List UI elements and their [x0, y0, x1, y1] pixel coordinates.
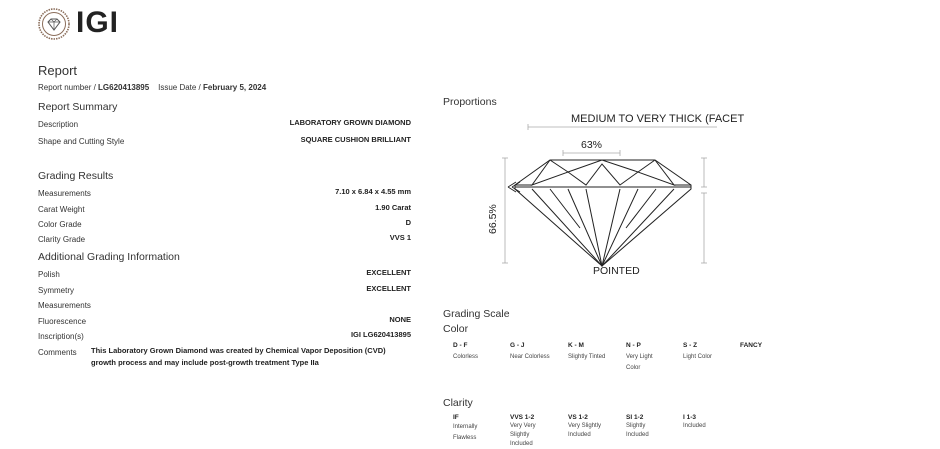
additional-label: Measurements [38, 301, 91, 310]
grading-label: Clarity Grade [38, 235, 86, 244]
grading-label: Carat Weight [38, 205, 85, 214]
grading-value: 1.90 Carat [375, 203, 411, 212]
proportions-title: Proportions [443, 96, 497, 108]
color-grade-desc: Colorless [453, 354, 479, 360]
depth-percent: 66.5% [487, 204, 499, 234]
clarity-grade-code: VS 1-2 [568, 414, 588, 421]
summary-value: SQUARE CUSHION BRILLIANT [300, 135, 411, 144]
culet-label: POINTED [593, 265, 640, 277]
color-grade-code: G - J [510, 342, 525, 349]
clarity-grade-desc: Slightly Included [626, 423, 649, 438]
color-grade-desc: Near Colorless [510, 354, 550, 360]
summary-value: LABORATORY GROWN DIAMOND [289, 118, 411, 127]
summary-label: Description [38, 120, 79, 129]
additional-label: Polish [38, 270, 60, 279]
additional-value: IGI LG620413895 [350, 330, 411, 339]
clarity-grade-code: I 1-3 [683, 414, 697, 421]
grading-value: D [405, 218, 411, 227]
additional-value: EXCELLENT [366, 268, 411, 277]
summary-title: Report Summary [38, 101, 118, 113]
report-number-label: Report number / [38, 83, 96, 92]
summary-label: Shape and Cutting Style [38, 137, 125, 146]
grading-value: 7.10 x 6.84 x 4.55 mm [335, 187, 411, 196]
report-title: Report [38, 63, 78, 78]
color-grade-desc: Slightly Tinted [568, 354, 606, 360]
grading-value: VVS 1 [389, 233, 411, 242]
report-number: LG620413895 [98, 83, 150, 92]
color-grade-code: K - M [568, 342, 584, 349]
color-grade-code: D - F [453, 342, 468, 349]
table-percent: 63% [581, 139, 603, 151]
grading-label: Measurements [38, 189, 91, 198]
grading-title: Grading Results [38, 170, 114, 182]
additional-label: Symmetry [38, 286, 74, 295]
clarity-grade-desc: Very Slightly Included [568, 423, 602, 438]
additional-label: Inscription(s) [38, 332, 84, 341]
girdle-label: MEDIUM TO VERY THICK (FACET [571, 113, 745, 125]
report-number-line [38, 83, 266, 92]
color-grade-desc: Very Light Color [626, 354, 653, 371]
additional-label: Fluorescence [38, 317, 87, 326]
comments-value: This Laboratory Grown Diamond was created by Chemical Vapor Deposition (CVD) growth process and may include post-growth treatment Type IIa [91, 346, 386, 367]
diamond-proportions-diagram [480, 108, 750, 280]
color-grade-desc: Light Color [683, 354, 713, 360]
comments-label: Comments [38, 348, 77, 357]
igi-logo-icon [38, 8, 70, 40]
clarity-grade-desc: Internally Flawless [453, 424, 478, 441]
issue-date-label: Issue Date / [158, 83, 201, 92]
color-scale-title: Color [443, 323, 469, 335]
issue-date: February 5, 2024 [203, 83, 267, 92]
clarity-grade-code: SI 1-2 [626, 414, 644, 421]
color-grade-code: S - Z [683, 342, 698, 349]
clarity-scale-title: Clarity [443, 397, 473, 409]
color-grade-code: N - P [626, 342, 641, 349]
grading-scale-title: Grading Scale [443, 308, 510, 320]
additional-title: Additional Grading Information [38, 251, 180, 263]
color-grade-code: FANCY [740, 342, 763, 349]
additional-value: NONE [389, 315, 411, 324]
clarity-grade-desc: Included [683, 423, 706, 429]
additional-value: EXCELLENT [366, 284, 411, 293]
logo-text: IGI [76, 6, 120, 39]
clarity-grade-code: VVS 1-2 [510, 414, 535, 421]
clarity-grade-desc: Very Very Slightly Included [510, 423, 536, 447]
clarity-grade-code: IF [453, 414, 459, 421]
grading-label: Color Grade [38, 220, 82, 229]
